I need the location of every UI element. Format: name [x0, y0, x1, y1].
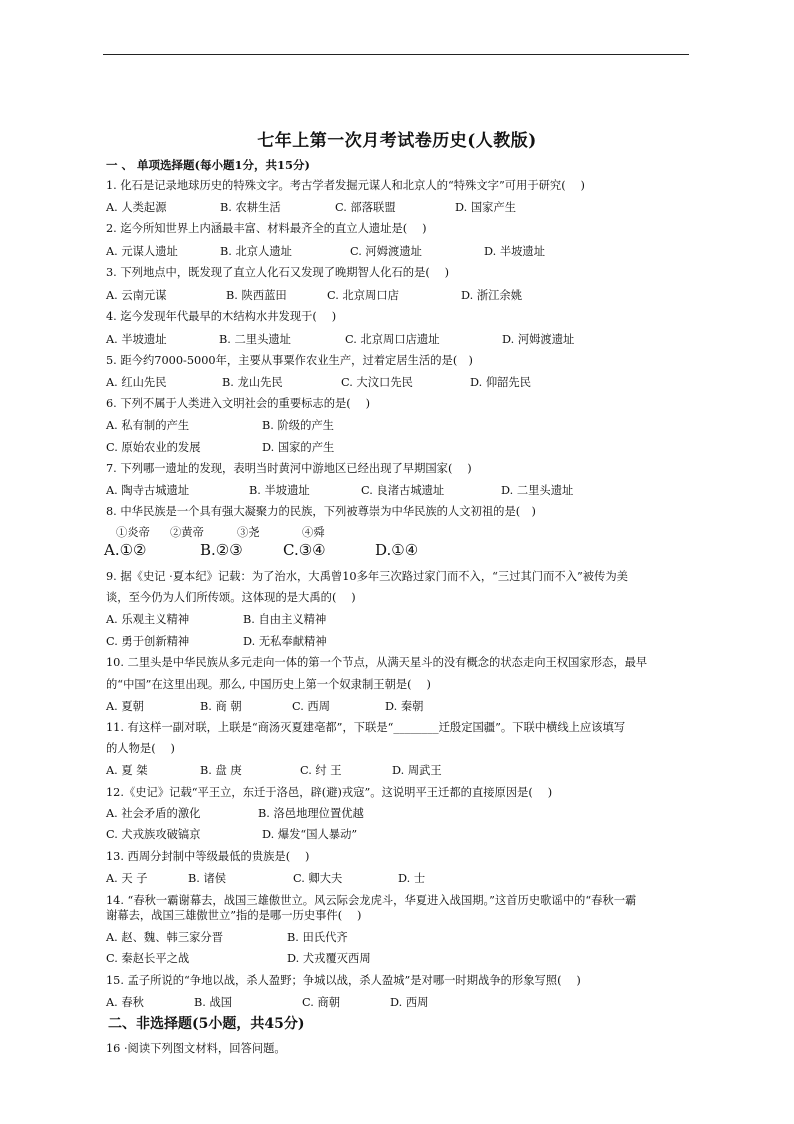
q4-option-c: C. 北京周口店遗址: [345, 333, 440, 346]
q1-option-c: C. 部落联盟: [335, 201, 396, 214]
question-10-stem-line1: 10. 二里头是中华民族从多元走向一体的第一个节点，从满天星斗的没有概念的状态走向王权国家形态，最早: [106, 656, 648, 669]
q13-option-b: B. 诸侯: [188, 872, 227, 885]
question-8-stem: 8. 中华民族是一个具有强大凝聚力的民族，下列被尊崇为中华民族的人文初祖的是( ): [106, 505, 536, 518]
q6-option-c: C. 原始农业的发展: [106, 441, 201, 454]
q11-option-b: B. 盘 庚: [200, 764, 242, 777]
q8-option-b: B.②③: [200, 541, 243, 559]
question-9-stem-line2: 谈，至今仍为人们所传颂。这体现的是大禹的( ): [106, 591, 356, 604]
q15-option-d: D. 西周: [390, 996, 429, 1009]
q2-option-b: B. 北京人遗址: [220, 245, 292, 258]
question-16-stem: 16 ·阅读下列图文材料，回答问题。: [106, 1042, 286, 1055]
question-2-stem: 2. 迄今所知世界上内涵最丰富、材料最齐全的直立人遗址是( ): [106, 222, 427, 235]
q14-option-c: C. 秦赵长平之战: [106, 952, 190, 965]
q11-option-a: A. 夏 桀: [106, 764, 148, 777]
q13-option-a: A. 天 子: [106, 872, 148, 885]
q9-option-c: C. 勇于创新精神: [106, 635, 190, 648]
q12-option-c: C. 犬戎族攻破镐京: [106, 828, 201, 841]
question-11-stem-line1: 11. 有这样一副对联，上联是“商汤灭夏建亳都”，下联是“________迁殷定国疆”。下联中横线上应该填写: [106, 721, 626, 734]
question-15-stem: 15. 孟子所说的“争地以战，杀人盈野；争城以战，杀人盈城”是对哪一时期战争的形象写照( ): [106, 974, 581, 987]
q2-option-c: C. 河姆渡遗址: [350, 245, 422, 258]
q4-option-a: A. 半坡遗址: [106, 333, 167, 346]
page-title: 七年上第一次月考试卷历史(人教版): [257, 131, 537, 151]
question-11-stem-line2: 的人物是( ): [106, 742, 175, 755]
q8-item-4: ④舜: [302, 526, 325, 539]
q3-option-d: D. 浙江余姚: [461, 289, 523, 302]
q15-option-b: B. 战国: [194, 996, 233, 1009]
q11-option-d: D. 周武王: [392, 764, 442, 777]
question-10-stem-line2: 的“中国”在这里出现。那么, 中国历史上第一个奴隶制王朝是( ): [106, 678, 431, 691]
q6-option-d: D. 国家的产生: [262, 441, 335, 454]
q15-option-a: A. 春秋: [106, 996, 144, 1009]
q8-item-2: ②黄帝: [170, 526, 204, 539]
q6-option-a: A. 私有制的产生: [106, 419, 190, 432]
q1-option-b: B. 农耕生活: [220, 201, 281, 214]
q7-option-b: B. 半坡遗址: [249, 484, 310, 497]
q15-option-c: C. 商朝: [302, 996, 341, 1009]
q7-option-a: A. 陶寺古城遗址: [106, 484, 190, 497]
q12-option-b: B. 洛邑地理位置优越: [258, 807, 364, 820]
q4-option-d: D. 河姆渡遗址: [502, 333, 575, 346]
q12-option-a: A. 社会矛盾的激化: [106, 807, 201, 820]
q13-option-d: D. 士: [398, 872, 426, 885]
q7-option-c: C. 良渚古城遗址: [361, 484, 445, 497]
q8-option-c: C.③④: [283, 541, 326, 559]
question-5-stem: 5. 距今约7000-5000年，主要从事粟作农业生产，过着定居生活的是( ): [106, 354, 473, 367]
q1-option-a: A. 人类起源: [106, 201, 167, 214]
q6-option-b: B. 阶级的产生: [262, 419, 334, 432]
q3-option-a: A. 云南元谋: [106, 289, 167, 302]
q5-option-b: B. 龙山先民: [222, 376, 283, 389]
section-heading-non-choice: 二、非选择题(5小题，共45分): [108, 1016, 305, 1032]
question-14-stem-line2: 谢幕去，战国三雄傲世立”指的是哪一历史事件( ): [106, 909, 362, 922]
question-4-stem: 4. 迄今发现年代最早的木结构水井发现于( ): [106, 310, 337, 323]
q5-option-d: D. 仰韶先民: [470, 376, 532, 389]
section-heading-choice: 一 、 单项选择题(每小题1分，共15分): [106, 158, 310, 172]
q14-option-d: D. 犬戎覆灭西周: [287, 952, 371, 965]
q11-option-c: C. 纣 王: [300, 764, 342, 777]
q13-option-c: C. 卿大夫: [293, 872, 343, 885]
q12-option-d: D. 爆发“国人暴动”: [262, 828, 358, 841]
question-1-stem: 1. 化石是记录地球历史的特殊文字。考古学者发掘元谋人和北京人的“特殊文字”可用于研究( ): [106, 179, 585, 192]
q8-item-3: ③尧: [237, 526, 260, 539]
q4-option-b: B. 二里头遗址: [219, 333, 291, 346]
q2-option-a: A. 元谋人遗址: [106, 245, 178, 258]
question-7-stem: 7. 下列哪一遗址的发现，表明当时黄河中游地区已经出现了早期国家( ): [106, 462, 472, 475]
q7-option-d: D. 二里头遗址: [501, 484, 574, 497]
q10-option-a: A. 夏朝: [106, 700, 144, 713]
q8-option-d: D.①④: [375, 541, 419, 559]
q8-option-a: A.①②: [104, 541, 147, 559]
q2-option-d: D. 半坡遗址: [484, 245, 546, 258]
q10-option-b: B. 商 朝: [200, 700, 242, 713]
header-rule: [103, 54, 689, 55]
q14-option-a: A. 赵、魏、韩三家分晋: [106, 931, 224, 944]
question-6-stem: 6. 下列不属于人类进入文明社会的重要标志的是( ): [106, 397, 371, 410]
q3-option-b: B. 陕西蓝田: [226, 289, 287, 302]
question-14-stem-line1: 14. “春秋一霸谢幕去，战国三雄傲世立。风云际会龙虎斗，华夏进入战国期。”这首历史歌谣中的“春秋一霸: [106, 894, 637, 907]
question-9-stem-line1: 9. 据《史记 ·夏本纪》记载：为了治水，大禹曾10多年三次路过家门而不入，“三过其门而不入”被传为美: [106, 570, 628, 583]
question-12-stem: 12.《史记》记载“平王立，东迁于洛邑，辟(避)戎寇”。这说明平王迁都的直接原因是( ): [106, 786, 553, 799]
question-13-stem: 13. 西周分封制中等级最低的贵族是( ): [106, 850, 310, 863]
q5-option-a: A. 红山先民: [106, 376, 167, 389]
q5-option-c: C. 大汶口先民: [341, 376, 413, 389]
q14-option-b: B. 田氏代齐: [287, 931, 348, 944]
q9-option-d: D. 无私奉献精神: [243, 635, 327, 648]
q10-option-d: D. 秦朝: [385, 700, 424, 713]
question-3-stem: 3. 下列地点中，既发现了直立人化石又发现了晚期智人化石的是( ): [106, 266, 450, 279]
q3-option-c: C. 北京周口店: [327, 289, 399, 302]
q9-option-b: B. 自由主义精神: [243, 613, 327, 626]
q1-option-d: D. 国家产生: [455, 201, 517, 214]
q9-option-a: A. 乐观主义精神: [106, 613, 190, 626]
q8-item-1: ①炎帝: [116, 526, 150, 539]
q10-option-c: C. 西周: [292, 700, 331, 713]
